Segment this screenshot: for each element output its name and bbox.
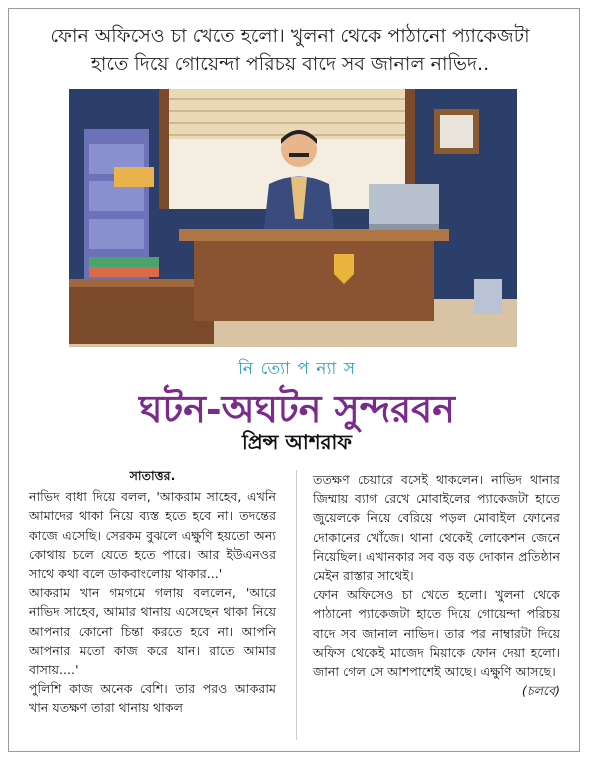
article-headline: [20, 22, 560, 78]
paragraph: পুলিশি কাজ অনেক বেশি। তার পরও আকরাম খান যতক্ষণ তারা থানায় থাকল: [29, 681, 276, 716]
paragraph: আকরাম খান গমগমে গলায় বললেন, 'আরে নাভিদ সাহেব, আমার থানায় এসেছেন থাকা নিয়ে আপনার কোনো চিন্তা করতে হবে না। আপনি আপনার মতো কাজ করে যান। রাতে আমার বাসায়....': [29, 585, 276, 678]
article-illustration: [69, 89, 517, 347]
paragraph: নাভিদ বাধা দিয়ে বলল, 'আকরাম সাহেব, এখনি আমাদের থাকা নিয়ে ব্যস্ত হতে হবে না। তদন্তের কাজে এসেছি। সেরকম বুঝলে এক্ষুণি হয়তো অন্য কোথায় চলে যেতে হতে পারে। আর ইউএনওর সাথে কথা বলে ডাকবাংলোয় থাকার...': [29, 489, 276, 582]
office-illustration: [69, 89, 517, 347]
author-name: প্রিন্স আশরাফ: [242, 430, 352, 454]
series-label: নি ত্যো প ন্যা স: [238, 359, 356, 379]
left-column: [29, 466, 276, 718]
paragraph: ততক্ষণ চেয়ারে বসেই থাকলেন। নাভিদ থানার জিম্মায় ব্যাগ রেখে মোবাইলের প্যাকেজটা হাতে জুয়েলকে নিয়ে বেরিয়ে পড়ল মোবাইল ফোনের দোকানের খোঁজে। থানা থেকেই লোকেশন জেনে নিয়েছিল। এখানকার সব বড় বড় দোকান প্রতিষ্ঠান মেইন রাস্তার সাথেই।: [313, 472, 560, 584]
headline-line-1: ফোন অফিসেও চা খেতে হলো। খুলনা থেকে পাঠানো প্যাকেজটা: [50, 25, 530, 47]
column-divider: [296, 470, 297, 740]
chapter-number: সাতাত্তর.: [129, 468, 176, 483]
headline-line-2: হাতে দিয়ে গোয়েন্দা পরিচয় বাদে সব জানাল নাভিদ..: [90, 53, 490, 75]
serial-title: ঘটন-অঘটন সুন্দরবন: [139, 386, 455, 431]
continued-label: (চলবে): [521, 683, 560, 699]
paragraph: ফোন অফিসেও চা খেতে হলো। খুলনা থেকে পাঠানো প্যাকেজটা হাতে দিয়ে গোয়েন্দা পরিচয় বাদে সব জানাল নাভিদ। তার পর নাম্বারটা দিয়ে অফিস থেকেই মাজেদ মিয়াকে ফোন দেয়া হলো। জানা গেল সে আশপাশেই আছে। এক্ষুণি আসছে।: [313, 587, 560, 680]
right-column: [313, 470, 560, 700]
